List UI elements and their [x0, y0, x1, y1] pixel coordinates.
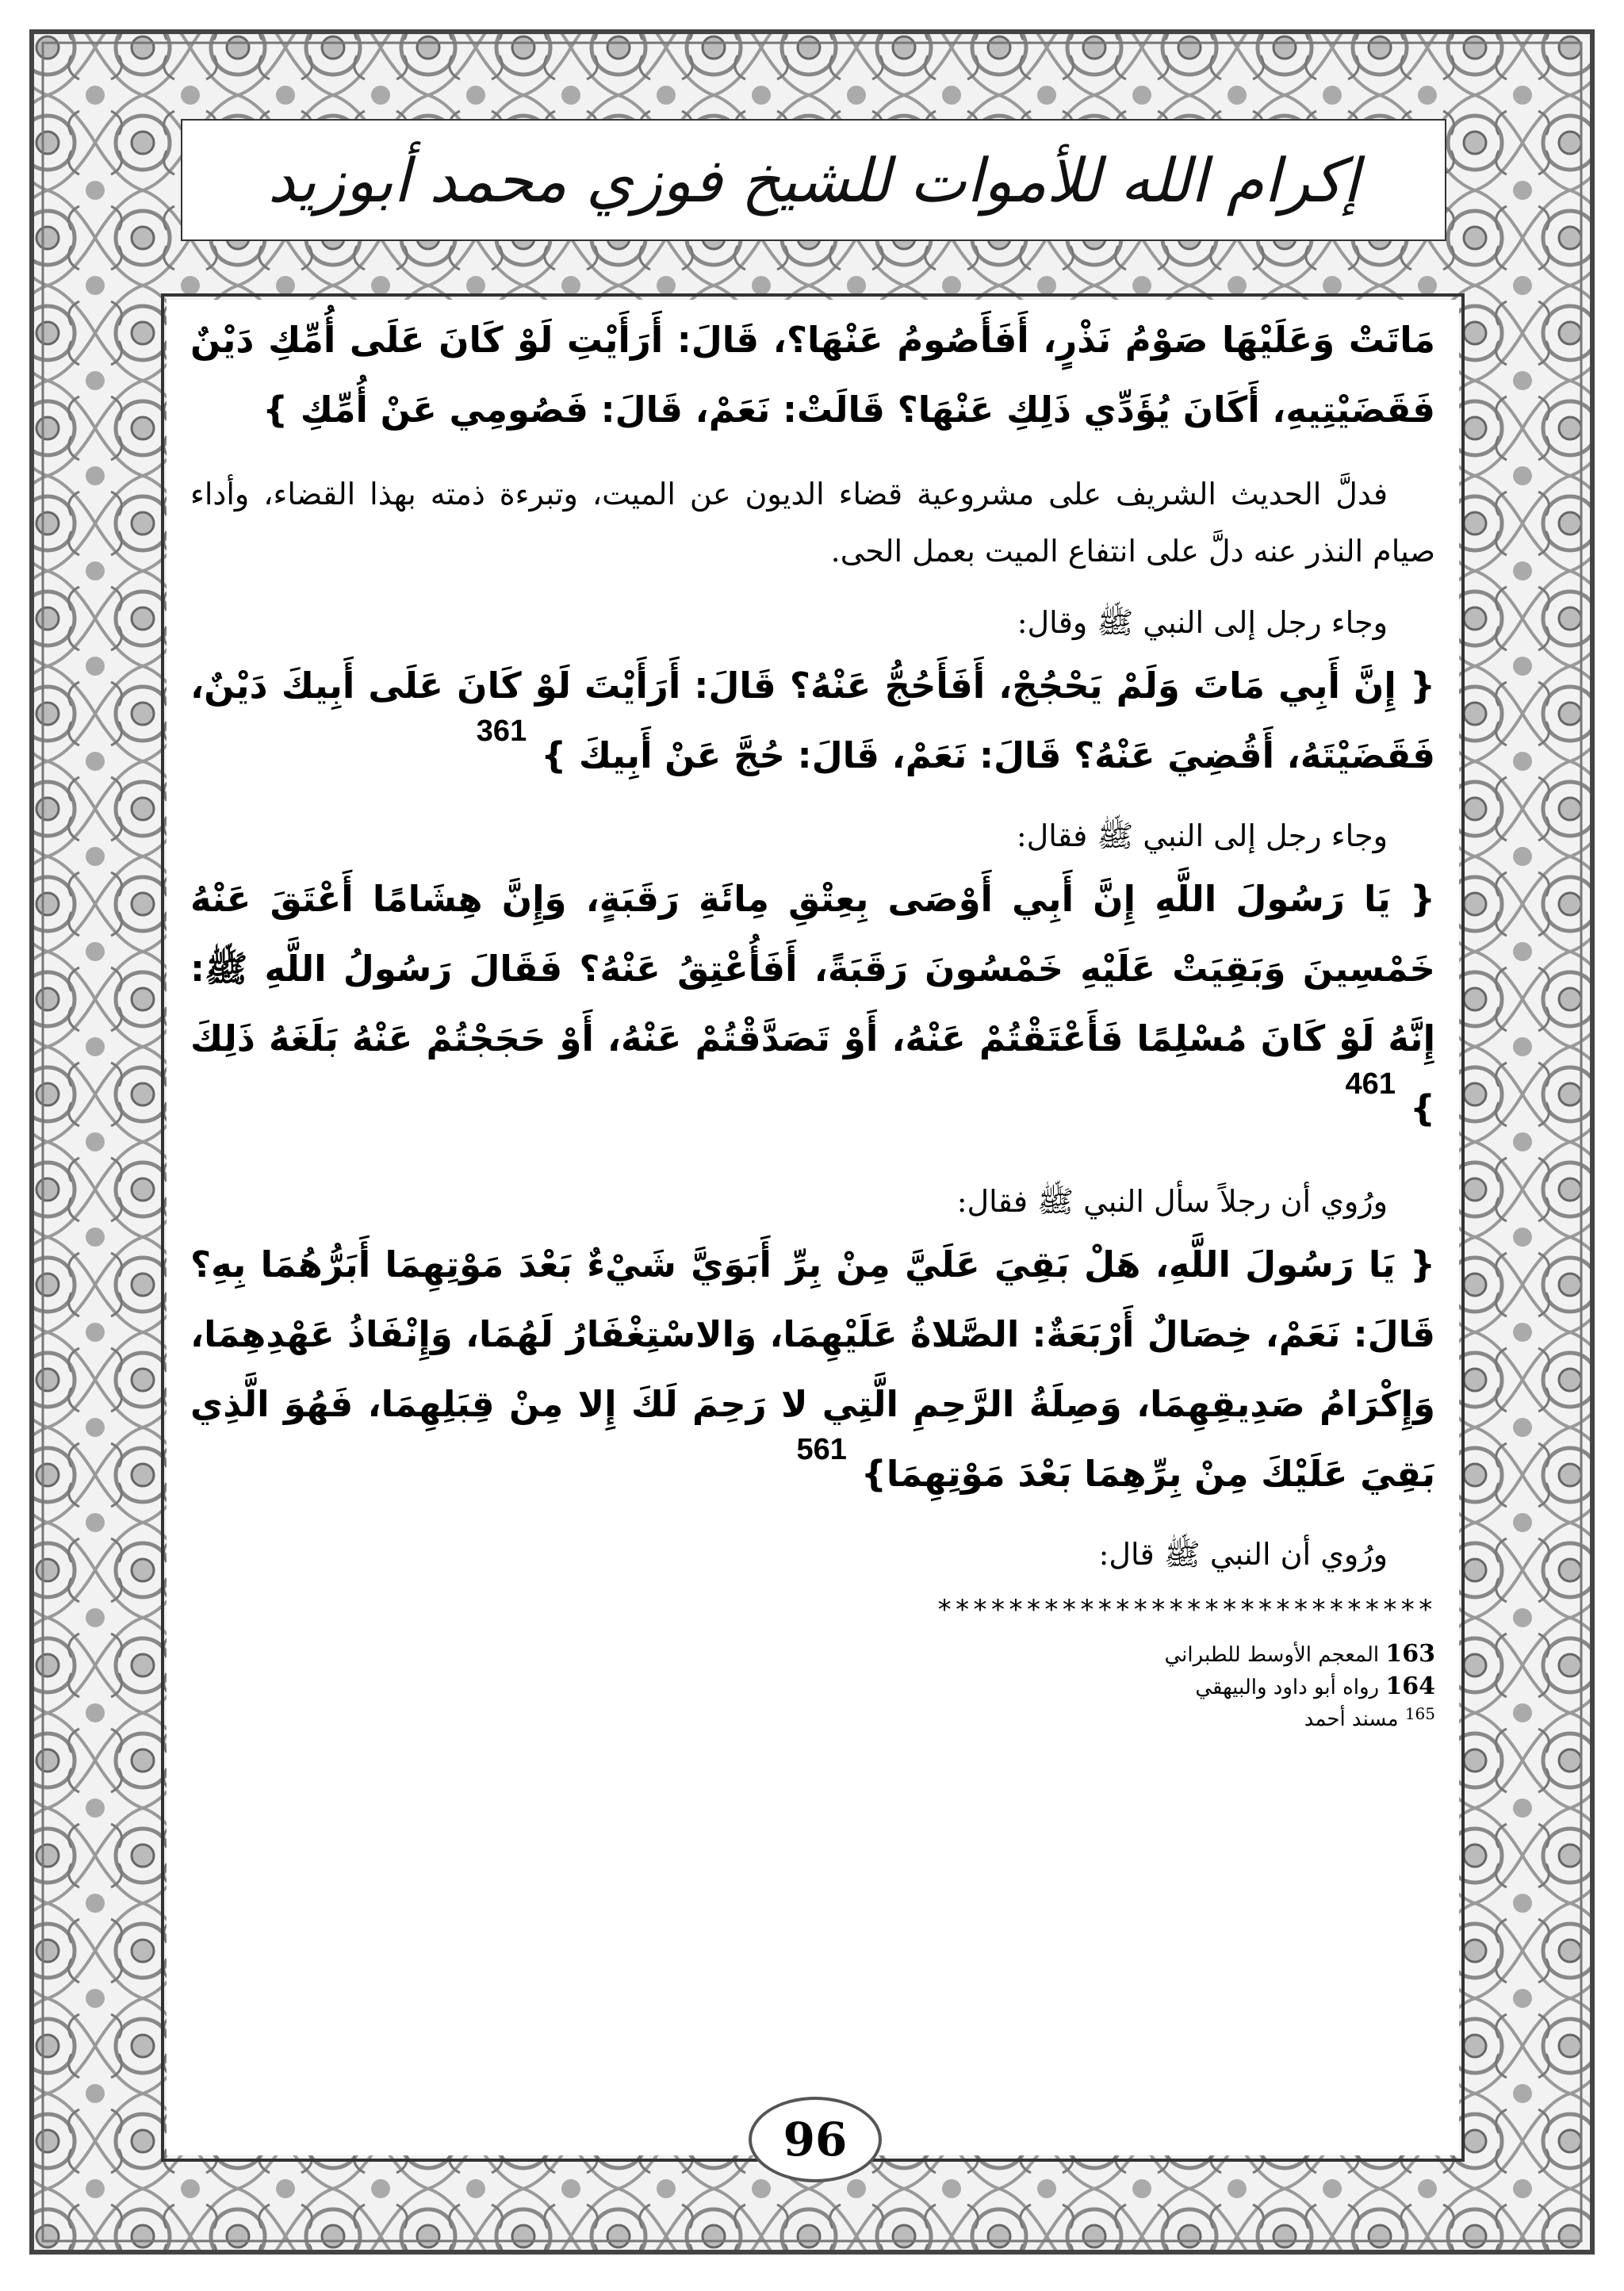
footnotes	[190, 1638, 1435, 1736]
footnote-number: 164	[1385, 1672, 1435, 1700]
narration-intro: ورُوي أن النبي ﷺ قال:	[1098, 1537, 1388, 1572]
footnote-marker: 561	[796, 1433, 847, 1466]
page-number: 96	[783, 2113, 848, 2166]
page-number-badge	[749, 2097, 882, 2182]
footnote-number: 165	[1404, 1704, 1435, 1723]
hadith-text	[190, 864, 1435, 1146]
commentary-paragraph: فدلَّ الحديث الشريف على مشروعية قضاء الديون عن الميت، وتبرءة ذمته بهذا القضاء، وأداء صيام النذر عنه دلَّ على انتفاع الميت بعمل الحى.	[190, 477, 1435, 569]
footnote	[190, 1638, 1435, 1671]
narration-intro: ورُوي أن رجلاً سأل النبي ﷺ فقال:	[956, 1184, 1388, 1219]
narration-intro: وجاء رجل إلى النبي ﷺ فقال:	[1016, 818, 1388, 853]
hadith-body: { يَا رَسُولَ اللَّهِ، هَلْ بَقِيَ عَلَيَّ مِنْ بِرِّ أَبَوَيَّ شَيْءٌ بَعْدَ مَوْتِهِمَا أَبَرُّهُمَا بِهِ؟ قَالَ: نَعَمْ، خِصَالٌ أَرْبَعَةٌ: الصَّلاةُ عَلَيْهِمَا، وَالاسْتِغْفَارُ لَهُمَا، وَإِنْفَاذُ عَهْدِهِمَا، وَإِكْرَامُ صَدِيقِهِمَا، وَصِلَةُ الرَّحِمِ الَّتِي لا رَحِمَ لَكَ إِلا مِنْ قِبَلِهِمَا، فَهُوَ الَّذِي بَقِيَ عَلَيْكَ مِنْ بِرِّهِمَا بَعْدَ مَوْتِهِمَا}	[190, 1243, 1435, 1495]
footnote-separator: ****************************	[936, 1594, 1435, 1626]
footnote-text: المعجم الأوسط للطبراني	[1164, 1643, 1380, 1667]
header-banner	[181, 119, 1446, 241]
hadith-text	[190, 1230, 1435, 1511]
page-body	[190, 305, 1435, 1736]
hadith-body: { يَا رَسُولَ اللَّهِ إِنَّ أَبِي أَوْصَى بِعِتْقِ مِائَةِ رَقَبَةٍ، وَإِنَّ هِشَامًا أَعْتَقَ عَنْهُ خَمْسِينَ وَبَقِيَتْ عَلَيْهِ خَمْسُونَ رَقَبَةً، أَفَأُعْتِقُ عَنْهُ؟ فَقَالَ رَسُولُ اللَّهِ ﷺ: إِنَّهُ لَوْ كَانَ مُسْلِمًا فَأَعْتَقْتُمْ عَنْهُ، أَوْ تَصَدَّقْتُمْ عَنْهُ، أَوْ حَجَجْتُمْ عَنْهُ بَلَغَهُ ذَلِكَ }	[190, 878, 1435, 1129]
book-title: إكرام الله للأموات للشيخ فوزي محمد أبوزيد	[267, 144, 1360, 216]
footnote-text: رواه أبو داود والبيهقي	[1195, 1676, 1380, 1699]
footnote-number: 163	[1385, 1640, 1435, 1668]
hadith-text	[190, 651, 1435, 793]
narration-intro: وجاء رجل إلى النبي ﷺ وقال:	[1017, 605, 1388, 640]
footnote	[190, 1703, 1435, 1736]
footnote-marker: 361	[476, 715, 527, 748]
hadith-body: { إِنَّ أَبِي مَاتَ وَلَمْ يَحْجُجْ، أَفَأَحُجُّ عَنْهُ؟ قَالَ: أَرَأَيْتَ لَوْ كَانَ عَلَى أَبِيكَ دَيْنٌ، فَقَضَيْتَهُ، أَقُضِيَ عَنْهُ؟ قَالَ: نَعَمْ، قَالَ: حُجَّ عَنْ أَبِيكَ }	[190, 665, 1435, 776]
footnote-text: مسند أحمد	[1304, 1707, 1399, 1731]
footnote-marker: 461	[1345, 1067, 1396, 1101]
hadith-text: مَاتَتْ وَعَلَيْهَا صَوْمُ نَذْرٍ، أَفَأَصُومُ عَنْهَا؟، قَالَ: أَرَأَيْتِ لَوْ كَانَ عَلَى أُمِّكِ دَيْنٌ فَقَضَيْتِيهِ، أَكَانَ يُؤَدِّي ذَلِكِ عَنْهَا؟ قَالَتْ: نَعَمْ، قَالَ: فَصُومِي عَنْ أُمِّكِ }	[190, 319, 1435, 431]
footnote	[190, 1671, 1435, 1703]
